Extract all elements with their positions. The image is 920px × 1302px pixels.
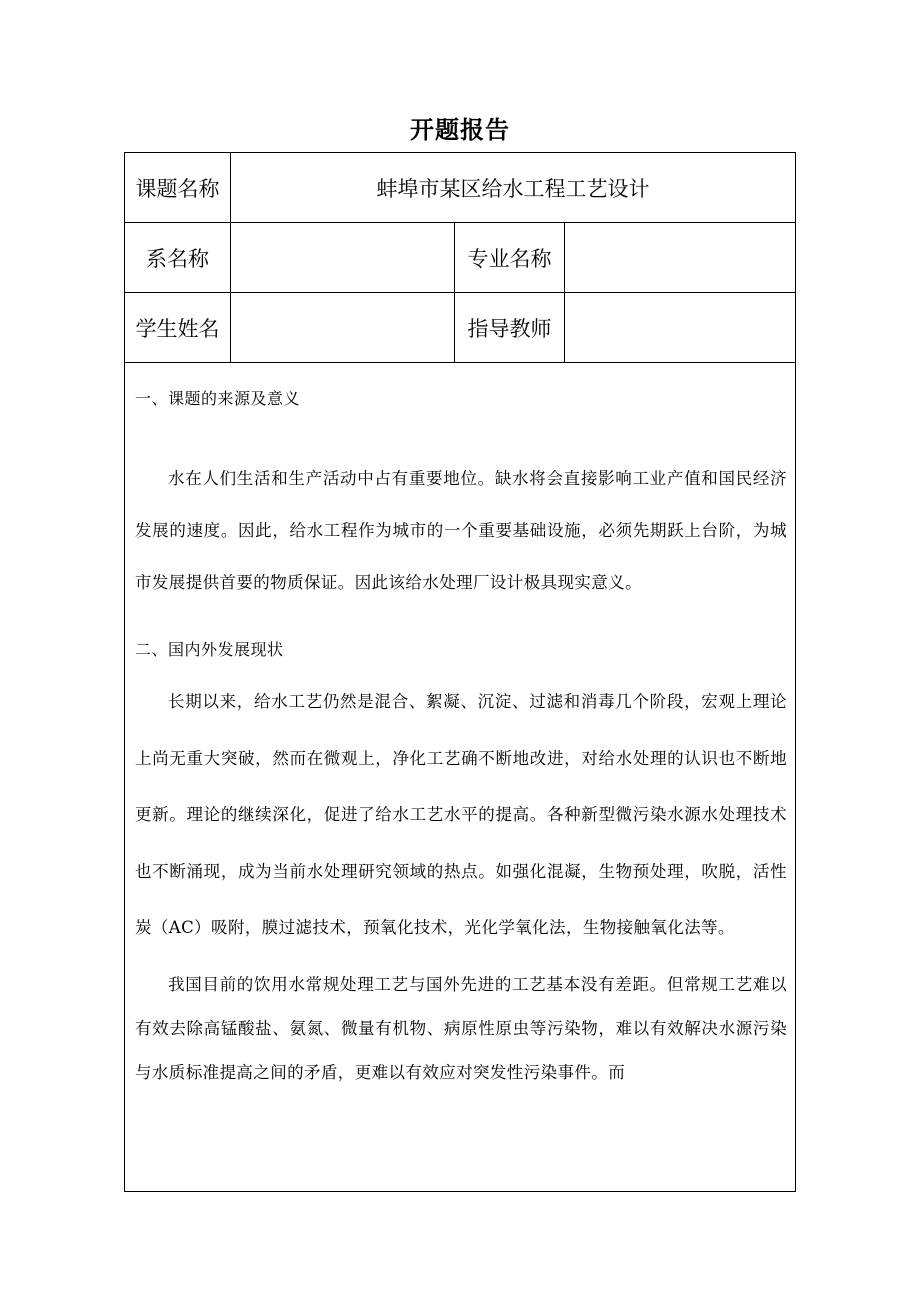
paragraph-significance: 水在人们生活和生产活动中占有重要地位。缺水将会直接影响工业产值和国民经济发展的速度。因此，给水工程作为城市的一个重要基础设施，必须先期跃上台阶，为城市发展提供首要的物质保证。因此该给水处理厂设计极具现实意义。 <box>135 469 787 592</box>
department-value <box>231 223 454 292</box>
paragraph-development-status: 长期以来，给水工艺仍然是混合、絮凝、沉淀、过滤和消毒几个阶段，宏观上理论上尚无重大突破，然而在微观上，净化工艺确不断地改进，对给水处理的认识也不断地更新。理论的继续深化，促进了给水工艺水平的提高。各种新型微污染水源水处理技术也不断涌现，成为当前水处理研究领域的热点。如强化混凝，生物预处理，吹脱，活性炭（AC）吸附，膜过滤技术，预氧化技术，光化学氧化法，生物接触氧化法等。 <box>135 692 787 937</box>
department-label: 系名称 <box>146 246 209 271</box>
student-name-value <box>231 293 454 362</box>
paragraph-domestic-gap: 我国目前的饮用水常规处理工艺与国外先进的工艺基本没有差距。但常规工艺难以有效去除高锰酸盐、氨氮、微量有机物、病原性原虫等污染物，难以有效解决水源污染与水质标准提高之间的矛盾，更难以有效应对突发性污染事件。而 <box>135 974 787 1082</box>
student-name-label: 学生姓名 <box>135 316 220 341</box>
section-heading-source: 一、课题的来源及意义 <box>135 389 301 408</box>
topic-value: 蚌埠市某区给水工程工艺设计 <box>376 176 650 201</box>
document-title: 开题报告 <box>410 116 510 144</box>
proposal-form <box>124 152 796 1192</box>
major-value <box>565 223 795 292</box>
section-heading-status: 二、国内外发展现状 <box>135 640 284 659</box>
proposal-body <box>135 363 787 1095</box>
major-label: 专业名称 <box>467 246 552 271</box>
advisor-value <box>565 293 795 362</box>
topic-label: 课题名称 <box>135 176 220 201</box>
advisor-label: 指导教师 <box>467 316 552 341</box>
